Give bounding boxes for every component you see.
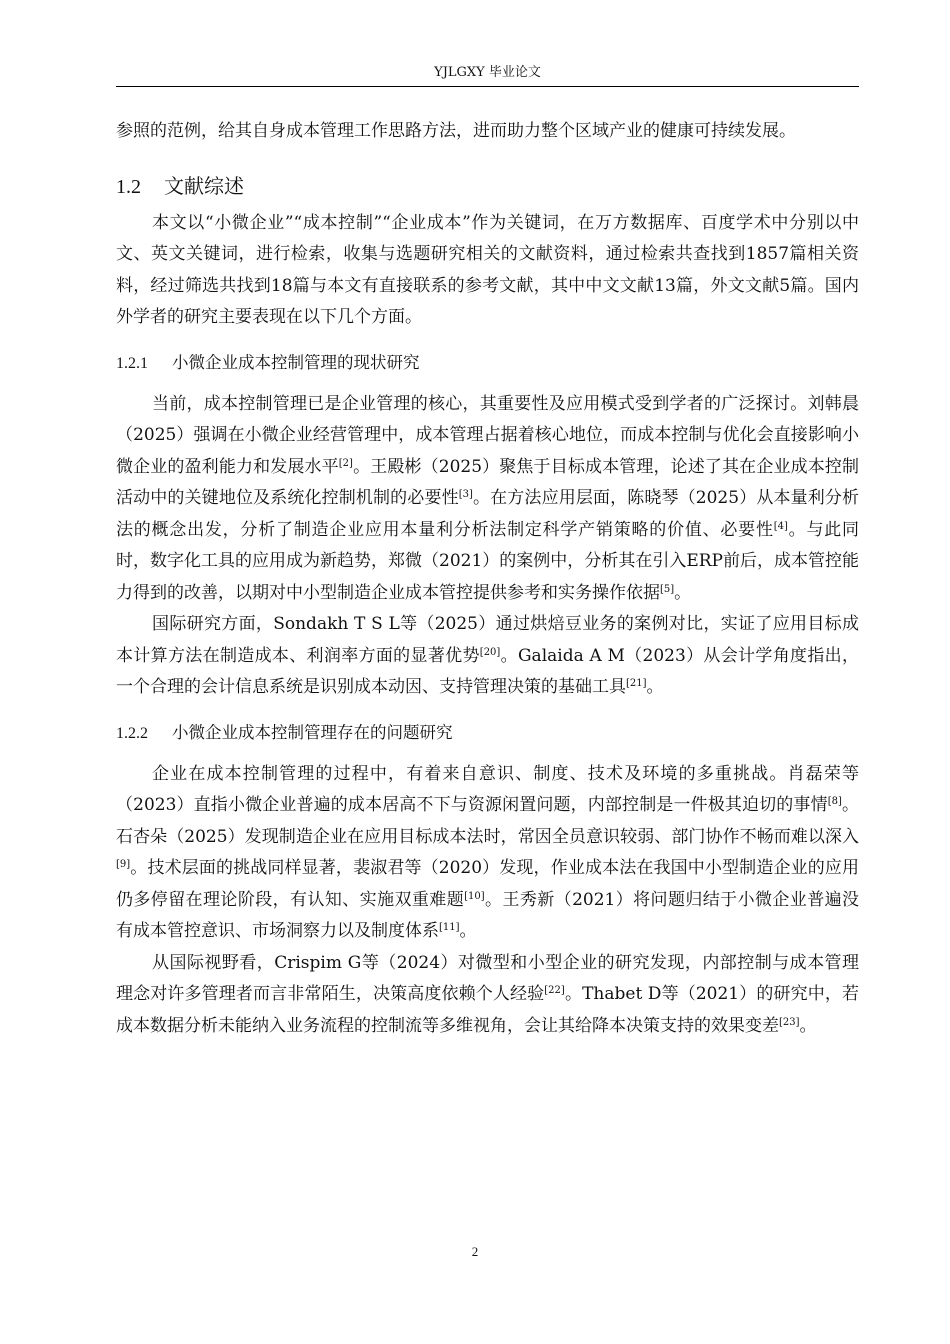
citation-ref: [3]	[458, 489, 473, 500]
citation-ref: [20]	[479, 646, 501, 658]
paragraph-text: 。在方法应用层面，陈晓琴（2025）从本量利分析法的概念出发，分析了制造企业应用本量利分析法制定科学产销策略的价值、必要性	[116, 488, 860, 540]
subsection-number: 1.2.1	[116, 354, 148, 372]
paragraph-intro	[116, 208, 859, 334]
paragraph-continued	[116, 116, 859, 148]
paragraph-text: 。	[459, 921, 477, 941]
paragraph-text: 。	[674, 582, 692, 603]
citation-ref: [9]	[116, 859, 131, 870]
page-number: 2	[471, 1244, 479, 1259]
paragraph-text: 。王秀新（2021）将问题归结于小微企业普遍没有成本管控意识、市场洞察力以及制度体系	[116, 889, 860, 941]
citation-ref: [4]	[773, 520, 788, 532]
subsection-heading-1-2-2	[116, 718, 859, 749]
subsection-title: 小微企业成本控制管理存在的问题研究	[172, 722, 453, 742]
paragraph-status-domestic	[116, 389, 859, 610]
paragraph-text: 。王殿彬（2025）聚焦于目标成本管理，论述了其在企业成本控制活动中的关键地位及系统化控制机制的必要性	[116, 456, 859, 508]
paragraph-text: 国际研究方面，Sondakh T S L等（2025）通过烘焙豆业务的案例对比，实证了应用目标成本计算方法在制造成本、利润率方面的显著优势	[116, 614, 859, 666]
paragraph-text: 。Thabet D等（2021）的研究中，若成本数据分析未能纳入业务流程的控制流等多维视角，会让其给降本决策支持的效果变差	[116, 984, 860, 1036]
paragraph-status-international	[116, 609, 859, 704]
paragraph-problems-international	[116, 948, 859, 1043]
subsection-heading-1-2-1	[116, 348, 859, 379]
citation-ref: [2]	[338, 457, 353, 469]
page-header: YJLGXY 毕业论文	[116, 60, 859, 87]
paragraph-text: 本文以“小微企业”“成本控制”“企业成本”作为关键词，在万方数据库、百度学术中分别以中文、英文关键词，进行检索，收集与选题研究相关的文献资料，通过检索共查找到1857篇相关资料，经过筛选共找到18篇与本文有直接联系的参考文献，其中中文文献13篇，外文文献5篇。国内外学者的研究主要表现在以下几个方面。	[116, 212, 859, 327]
section-number: 1.2	[116, 175, 141, 198]
paragraph-text: 。	[799, 1015, 817, 1036]
subsection-number: 1.2.2	[116, 724, 148, 742]
paragraph-text: 。与此同时，数字化工具的应用成为新趋势，郑微（2021）的案例中，分析其在引入ERP前后，成本管控能力得到的改善，以期对中小型制造企业成本管控提供参考和实务操作依据	[116, 519, 860, 603]
citation-ref: [23]	[779, 1016, 800, 1028]
paragraph-text: 当前，成本控制管理已是企业管理的核心，其重要性及应用模式受到学者的广泛探讨。刘韩晨（2025）强调在小微企业经营管理中，成本管理占据着核心地位，而成本控制与优化会直接影响小微企业的盈利能力和发展水平	[116, 393, 859, 477]
citation-ref: [8]	[827, 796, 842, 807]
paragraph-problems-domestic	[116, 759, 859, 948]
paragraph-text: 从国际视野看，Crispim G等（2024）对微型和小型企业的研究发现，内部控制与成本管理理念对许多管理者而言非常陌生，决策高度依赖个人经验	[116, 952, 859, 1004]
paragraph-text: 。技术层面的挑战同样显著，裴淑君等（2020）发现，作业成本法在我国中小型制造企业的应用仍多停留在理论阶段，有认知、实施双重难题	[116, 858, 859, 910]
citation-ref: [22]	[544, 985, 565, 996]
section-heading-1-2	[116, 168, 859, 205]
paragraph-text: 。石杏朵（2025）发现制造企业在应用目标成本法时，常因全员意识较弱、部门协作不畅而难以深入	[116, 795, 860, 847]
paragraph-text: 企业在成本控制管理的过程中，有着来自意识、制度、技术及环境的多重挑战。肖磊荣等（2023）直指小微企业普遍的成本居高不下与资源闲置问题，内部控制是一件极其迫切的事情	[116, 763, 859, 815]
paragraph-text: 。Galaida A M（2023）从会计学角度指出，一个合理的会计信息系统是识别成本动因、支持管理决策的基础工具	[116, 645, 860, 697]
subsection-title: 小微企业成本控制管理的现状研究	[172, 352, 420, 372]
citation-ref: [21]	[626, 678, 647, 689]
citation-ref: [5]	[660, 583, 675, 595]
section-title: 文献综述	[164, 173, 244, 198]
citation-ref: [11]	[439, 922, 460, 933]
page-body	[116, 116, 859, 1042]
paragraph-text: 参照的范例，给其自身成本管理工作思路方法，进而助力整个区域产业的健康可持续发展。	[116, 121, 796, 141]
citation-ref: [10]	[464, 890, 485, 902]
paragraph-text: 。	[646, 677, 664, 697]
